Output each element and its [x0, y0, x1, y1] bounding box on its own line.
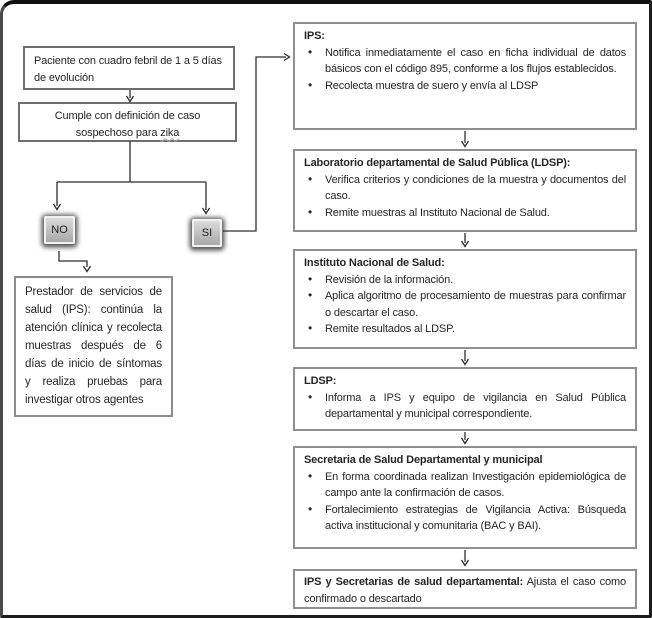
- ajuste-title: IPS y Secretarias de salud departamental:: [304, 576, 524, 588]
- prestador-text: Prestador de servicios de salud (IPS): continúa la atención clínica y recolecta muestras después de 6 días de inicio de síntomas y realiza pruebas para investigar otros agentes: [25, 286, 162, 406]
- bullet-item: • Notifica inmediatamente el caso en ficha individual de datos básicos con el código 895, conforme a los flujos establecidos.: [304, 45, 626, 78]
- bullet-item: • En forma coordinada realizan Investigación epidemiológica de campo ante la confirmación de casos.: [304, 469, 626, 502]
- flow-box-ldsp: [293, 367, 637, 431]
- box-title-instituto: Instituto Nacional de Salud:: [304, 257, 445, 269]
- bullet-item: • Recolecta muestra de suero y envía al LDSP: [304, 78, 626, 95]
- bullet-item: • Informa a IPS y equipo de vigilancia en Salud Pública departamental y municipal correspondiente.: [304, 390, 626, 423]
- decision-si-label: SI: [201, 227, 213, 239]
- flow-box-caso-sospechoso: [18, 102, 237, 142]
- caso-text: Cumple con definición de caso sospechoso para: [54, 110, 201, 139]
- box-title-laboratorio: Laboratorio departamental de Salud Pública (LDSP):: [304, 157, 571, 169]
- ajuste-text: Ajusta el caso como confirmado o descartado: [304, 576, 626, 605]
- flow-box-laboratorio-ldsp: [293, 149, 637, 232]
- flow-box-paciente: [23, 46, 235, 90]
- decision-no-box: [44, 216, 75, 244]
- zika-misspelled-word: zika: [160, 126, 180, 139]
- flow-box-ajuste-caso: [293, 569, 637, 609]
- arrow-ips-to-ldsp: [462, 131, 469, 147]
- decision-si-box: [192, 219, 222, 247]
- bullet-item: • Aplica algoritmo de procesamiento de muestras para confirmar o descartar el caso.: [304, 288, 626, 321]
- flow-box-secretaria: [293, 446, 637, 549]
- arrow-secretaria-to-ajuste: [462, 550, 469, 566]
- decision-no-label: NO: [51, 224, 68, 236]
- box-title-ldsp: LDSP:: [304, 375, 337, 387]
- bullet-item: • Fortalecimiento estrategias de Vigilancia Activa: Búsqueda activa institucional y comunitaria (BAC y BAI).: [304, 502, 626, 535]
- box-title-secretaria: Secretaria de Salud Departamental y municipal: [304, 454, 543, 466]
- bullet-item: • Verifica criterios y condiciones de la muestra y documentos del caso.: [304, 172, 626, 205]
- arrow-ldsp-to-ins: [462, 233, 469, 247]
- flow-box-instituto-nacional: [293, 249, 637, 349]
- flow-box-ips: [293, 22, 637, 130]
- flow-box-prestador: [14, 276, 173, 417]
- arrow-paciente-to-caso: [127, 90, 134, 102]
- bullet-item: • Revisión de la información.: [304, 272, 626, 289]
- arrow-ins-to-ldsp2: [462, 350, 469, 365]
- arrow-no-to-prestador: [59, 251, 91, 272]
- branch-caso-to-no-si: [54, 141, 210, 214]
- bullet-item: • Remite resultados al LDSP.: [304, 321, 626, 338]
- bullet-item: • Remite muestras al Instituto Nacional de Salud.: [304, 205, 626, 222]
- arrow-ldsp2-to-secretaria: [462, 432, 469, 444]
- box-title-ips: IPS:: [304, 30, 325, 42]
- paciente-text: Paciente con cuadro febril de 1 a 5 días de evolución: [34, 55, 222, 84]
